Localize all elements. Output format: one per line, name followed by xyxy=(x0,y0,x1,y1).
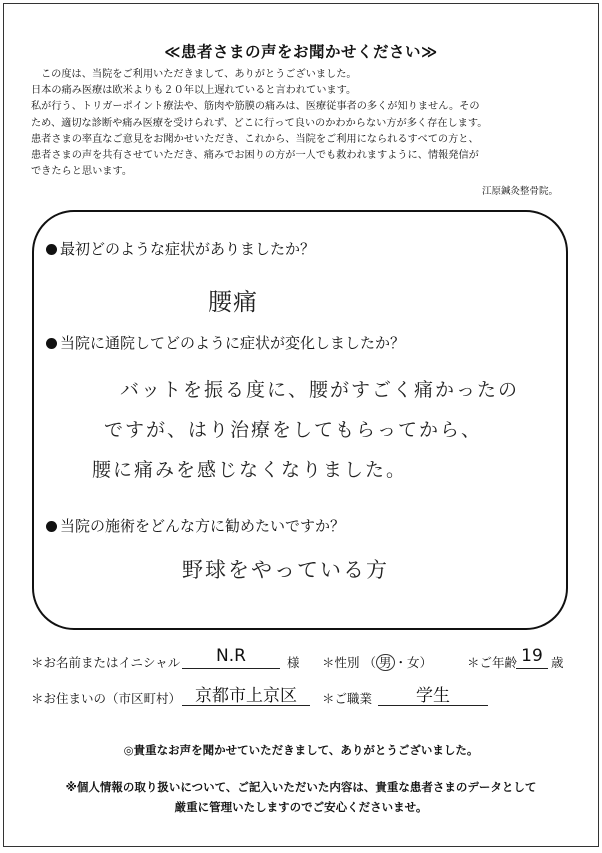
question-2 xyxy=(46,332,405,353)
intro-line: 患者さまの率直なご意見をお聞かせいただき、これから、当院をご利用になられるすべての方と、 xyxy=(31,133,479,145)
question-2-label: 当院に通院してどのように症状が変化しましたか？ xyxy=(60,334,406,352)
gender-label: ＊性別 xyxy=(322,655,360,670)
name-suffix: 様 xyxy=(287,655,300,670)
answer-2-line[interactable]: ですが、はり治療をしてもらってから、 xyxy=(104,419,483,441)
gender-open: （ xyxy=(363,655,377,670)
intro-text xyxy=(31,67,579,180)
name-field[interactable] xyxy=(182,648,280,669)
gender-close: ） xyxy=(419,655,433,670)
name-label: ＊お名前またはイニシャル xyxy=(31,655,181,670)
intro-line: 私が行う、トリガーポイント療法や、筋肉や筋膜の痛みは、医療従事者の多くが知りません。その xyxy=(31,101,480,113)
answer-3[interactable]: 野球をやっている方 xyxy=(182,558,389,582)
privacy-note-line2: 厳重に管理いたしますのでご安心くださいませ。 xyxy=(174,800,428,814)
questionnaire-sheet xyxy=(3,3,599,847)
bullet-icon xyxy=(46,338,57,349)
gender-male-option[interactable]: 男 xyxy=(376,654,395,671)
gender-female-option[interactable]: 女 xyxy=(407,655,420,670)
answer-2-line[interactable]: バットを振る度に、腰がすごく痛かったの xyxy=(120,379,520,401)
age-value: 19 xyxy=(521,646,543,666)
age-label: ＊ご年齢 xyxy=(467,655,518,670)
intro-line: できたらと思います。 xyxy=(31,166,133,178)
address-value: 京都市上京区 xyxy=(195,686,297,706)
name-value: N.R xyxy=(216,646,246,666)
intro-line: この度は、当院をご利用いただきまして、ありがとうございました。 xyxy=(41,69,357,80)
question-3-label: 当院の施術をどんな方に勧めたいですか？ xyxy=(60,517,346,535)
page-title: ≪患者さまの声をお聞かせください≫ xyxy=(164,43,438,61)
address-label: ＊お住まいの（市区町村） xyxy=(31,691,182,706)
privacy-note-line1: ※個人情報の取り扱いについて、ご記入いただいた内容は、貴重な患者さまのデータとして xyxy=(65,780,537,794)
survey-box xyxy=(32,210,568,630)
question-1 xyxy=(46,238,315,259)
gender-selector[interactable] xyxy=(322,653,432,671)
answer-2-line[interactable]: 腰に痛みを感じなくなりました。 xyxy=(92,459,408,481)
question-3 xyxy=(46,515,345,536)
address-field[interactable] xyxy=(182,683,310,706)
intro-line: 日本の痛み医療は欧米よりも２０年以上遅れていると言われています。 xyxy=(31,85,357,97)
occupation-label: ＊ご職業 xyxy=(322,691,373,706)
intro-line: ため、適切な診断や痛み医療を受けられず、どこに行って良いのかわからない方が多く存在します。 xyxy=(31,117,488,129)
clinic-signature: 江原鍼灸整骨院。 xyxy=(481,186,558,197)
intro-line: 患者さまの声を共有させていただき、痛みでお困りの方が一人でも救われますように、情報発信が xyxy=(31,150,479,162)
thanks-note: ◎貴重なお声を聞かせていただきまして、ありがとうございました。 xyxy=(123,743,479,757)
bullet-icon xyxy=(46,521,57,532)
age-field[interactable] xyxy=(516,648,548,669)
occupation-field[interactable] xyxy=(378,683,488,706)
age-suffix: 歳 xyxy=(551,655,564,670)
occupation-value: 学生 xyxy=(416,686,450,706)
bullet-icon xyxy=(46,244,57,255)
gender-separator: ・ xyxy=(394,655,408,670)
answer-1[interactable]: 腰痛 xyxy=(208,288,258,316)
question-1-label: 最初どのような症状がありましたか？ xyxy=(60,240,316,258)
